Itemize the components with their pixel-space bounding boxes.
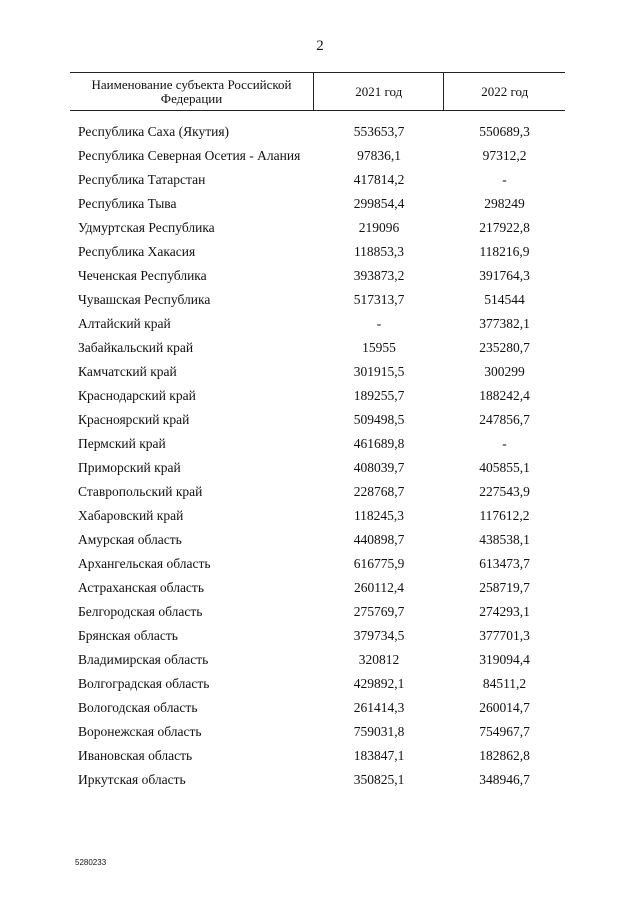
value-2021-cell: 616775,9	[353, 556, 405, 571]
value-2021-cell: 440898,7	[353, 532, 405, 547]
value-2021-cell: 118245,3	[353, 508, 405, 523]
table-row	[70, 772, 565, 788]
table-row	[70, 604, 565, 620]
value-2022-cell: 117612,2	[479, 508, 530, 523]
table-row	[70, 412, 565, 428]
value-2022-cell: 514544	[484, 292, 525, 307]
region-name-cell: Волгоградская область	[78, 676, 210, 691]
value-2022-cell: 258719,7	[479, 580, 530, 595]
value-2022-cell: 227543,9	[479, 484, 530, 499]
region-name-cell: Иркутская область	[78, 772, 186, 787]
region-name-cell: Астраханская область	[78, 580, 204, 595]
region-name-cell: Амурская область	[78, 532, 182, 547]
value-2021-cell: 393873,2	[353, 268, 405, 283]
region-name-cell: Пермский край	[78, 436, 166, 451]
table-row	[70, 340, 565, 356]
value-2021-cell: 219096	[358, 220, 400, 235]
region-name-cell: Ставропольский край	[78, 484, 203, 499]
value-2022-cell: 300299	[484, 364, 525, 379]
region-name-cell: Приморский край	[78, 460, 181, 475]
value-2021-cell: 429892,1	[353, 676, 405, 691]
value-2021-cell: 97836,1	[357, 148, 401, 163]
table-row	[70, 508, 565, 524]
value-2022-cell: 438538,1	[479, 532, 530, 547]
table-row	[70, 220, 565, 236]
value-2021-cell: 189255,7	[353, 388, 405, 403]
region-name-cell: Республика Хакасия	[78, 244, 196, 259]
value-2022-cell: 377701,3	[479, 628, 530, 643]
value-2022-cell: -	[502, 172, 507, 187]
value-2021-cell: 118853,3	[353, 244, 405, 259]
value-2022-cell: 247856,7	[479, 412, 530, 427]
region-name-cell: Хабаровский край	[78, 508, 184, 523]
region-name-cell: Ивановская область	[78, 748, 193, 763]
value-2021-cell: 509498,5	[353, 412, 405, 427]
value-2021-cell: 408039,7	[353, 460, 405, 475]
region-name-cell: Краснодарский край	[78, 388, 196, 403]
value-2021-cell: 299854,4	[353, 196, 405, 211]
table-row	[70, 148, 565, 164]
region-name-cell: Чувашская Республика	[78, 292, 211, 307]
region-name-cell: Воронежская область	[78, 724, 202, 739]
region-name-cell: Архангельская область	[78, 556, 211, 571]
header-year-2022: 2022 год	[481, 83, 529, 99]
table-row	[70, 316, 565, 332]
header-year-2021: 2021 год	[313, 73, 444, 110]
table-row	[70, 460, 565, 476]
table-row	[70, 580, 565, 596]
value-2022-cell: 274293,1	[479, 604, 530, 619]
value-2022-cell: 188242,4	[479, 388, 530, 403]
value-2022-cell: 260014,7	[479, 700, 530, 715]
value-2021-cell: 275769,7	[353, 604, 405, 619]
region-name-cell: Брянская область	[78, 628, 178, 643]
table-row	[70, 556, 565, 572]
table-row	[70, 652, 565, 668]
value-2021-cell: 260112,4	[353, 580, 405, 595]
value-2022-cell: -	[502, 436, 507, 451]
table-row	[70, 484, 565, 500]
table-row	[70, 388, 565, 404]
region-name-cell: Белгородская область	[78, 604, 203, 619]
value-2021-cell: 379734,5	[353, 628, 405, 643]
value-2021-cell: 320812	[358, 652, 400, 667]
value-2022-cell: 613473,7	[479, 556, 530, 571]
table-row	[70, 268, 565, 284]
region-name-cell: Чеченская Республика	[78, 268, 207, 283]
document-code: 5280233	[75, 858, 107, 867]
value-2021-cell: -	[376, 316, 382, 331]
value-2022-cell: 391764,3	[479, 268, 530, 283]
region-name-cell: Республика Саха (Якутия)	[78, 124, 230, 139]
value-2022-cell: 348946,7	[479, 772, 530, 787]
table-body	[70, 124, 565, 788]
value-2021-cell: 517313,7	[353, 292, 405, 307]
region-name-cell: Камчатский край	[78, 364, 177, 379]
region-name-cell: Алтайский край	[78, 316, 171, 331]
table-row	[70, 364, 565, 380]
region-name-cell: Республика Северная Осетия - Алания	[78, 148, 301, 163]
value-2021-cell: 553653,7	[353, 124, 405, 139]
value-2022-cell: 377382,1	[479, 316, 530, 331]
table-row	[70, 748, 565, 764]
value-2022-cell: 84511,2	[482, 676, 527, 691]
value-2021-cell: 261414,3	[353, 700, 405, 715]
value-2022-cell: 405855,1	[479, 460, 530, 475]
region-name-cell: Забайкальский край	[78, 340, 194, 355]
value-2022-cell: 550689,3	[479, 124, 530, 139]
value-2021-cell: 350825,1	[353, 772, 405, 787]
table-row	[70, 172, 565, 188]
table-row	[70, 532, 565, 548]
table-row	[70, 676, 565, 692]
value-2021-cell: 417814,2	[353, 172, 405, 187]
value-2022-cell: 235280,7	[479, 340, 530, 355]
value-2022-cell: 97312,2	[482, 148, 527, 163]
value-2022-cell: 298249	[484, 196, 525, 211]
value-2021-cell: 183847,1	[353, 748, 405, 763]
region-name-cell: Удмуртская Республика	[78, 220, 215, 235]
table-row	[70, 196, 565, 212]
value-2021-cell: 461689,8	[353, 436, 405, 451]
region-name-cell: Республика Татарстан	[78, 172, 206, 187]
value-2022-cell: 118216,9	[479, 244, 530, 259]
table-row	[70, 700, 565, 716]
value-2022-cell: 319094,4	[479, 652, 530, 667]
region-name-cell: Вологодская область	[78, 700, 198, 715]
value-2022-cell: 754967,7	[479, 724, 530, 739]
table-row	[70, 724, 565, 740]
table-row	[70, 244, 565, 260]
value-2022-cell: 182862,8	[479, 748, 530, 763]
value-2021-cell: 759031,8	[353, 724, 405, 739]
value-2021-cell: 15955	[362, 340, 396, 355]
value-2021-cell: 228768,7	[353, 484, 405, 499]
region-name-cell: Красноярский край	[78, 412, 190, 427]
region-name-cell: Республика Тыва	[78, 196, 177, 211]
table-row	[70, 292, 565, 308]
header-subject-name: Наименование субъекта Российской Федерации	[91, 76, 292, 106]
table-row	[70, 436, 565, 452]
table-row	[70, 628, 565, 644]
region-name-cell: Владимирская область	[78, 652, 209, 667]
value-2022-cell: 217922,8	[479, 220, 530, 235]
table-row	[70, 124, 565, 140]
page-number: 2	[316, 38, 324, 54]
data-table	[70, 72, 565, 796]
value-2021-cell: 301915,5	[353, 364, 405, 379]
table-header	[70, 72, 565, 111]
